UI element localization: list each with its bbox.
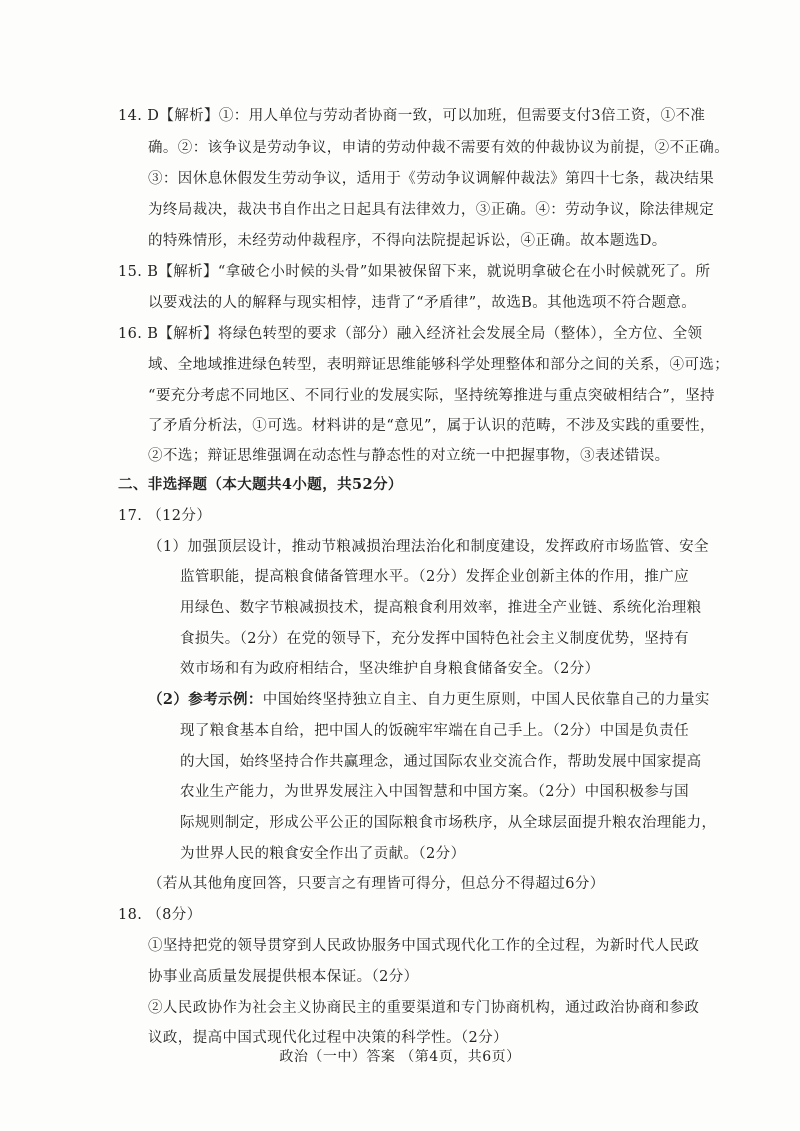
q17-part2-first-rest: 中国始终坚持独立自主、自力更生原则，中国人民依靠自己的力量实 [262,692,710,708]
q17-part2-line-3: 的大国，始终坚持合作共赢理念，通过国际农业交流合作，帮助发展中国家提高 [180,754,702,770]
q16-line-1: 16. B【解析】将绿色转型的要求（部分）融入经济社会发展全局（整体），全方位、全领 [118,326,703,342]
page-footer: 政治（一中）答案 （第4页，共6页） [279,1049,521,1065]
q16-line-3: “要充分考虑不同地区、不同行业的发展实际，坚持统筹推进与重点突破相结合”，坚持 [148,388,715,404]
q17-part1-line-1: （1）加强顶层设计，推动节粮减损治理法治化和制度建设，发挥政府市场监管、安全 [148,539,709,555]
q17-part1-line-3: 用绿色、数字节粮减损技术，提高粮食利用效率，推进全产业链、系统化治理粮 [180,600,702,616]
q15-line-2: 以要戏法的人的解释与现实相悖，违背了“矛盾律”，故选B。其他选项不符合题意。 [148,295,697,311]
q14-line-2: 确。②：该争议是劳动争议，申请的劳动仲裁不需要有效的仲裁协议为前提，②不正确。 [148,140,730,156]
q16-line-4: 了矛盾分析法，①可选。材料讲的是“意见”，属于认识的范畴，不涉及实践的重要性， [148,418,715,434]
q17-part2-line-6: 为世界人民的粮食安全作出了贡献。（2分） [180,846,466,862]
q14-line-1: 14. D【解析】①：用人单位与劳动者协商一致，可以加班，但需要支付3倍工资，①不准 [118,108,706,124]
q17-part1-line-4: 食损失。（2分）在党的领导下，充分发挥中国特色社会主义制度优势，坚持有 [180,631,689,647]
q14-line-3: ③：因休息休假发生劳动争议，适用于《劳动争议调解仲裁法》第四十七条，裁决结果 [148,171,715,187]
q17-header: 17. （12分） [118,508,212,524]
q18-line-4: 议政，提高中国式现代化过程中决策的科学性。（2分） [148,1030,508,1046]
q15-line-1: 15. B【解析】“拿破仑小时候的头骨”如果被保留下来，就说明拿破仑在小时候就死了。所 [118,264,711,280]
q17-part2-line-4: 农业生产能力，为世界发展注入中国智慧和中国方案。（2分）中国积极参与国 [180,784,689,800]
q17-part2-line-5: 际规则制定，形成公平公正的国际粮食市场秩序，从全球层面提升粮农治理能力， [180,815,717,831]
q17-part1-line-2: 监管职能，提高粮食储备管理水平。（2分）发挥企业创新主体的作用，推广应 [180,569,689,585]
q16-line-5: ②不选；辩证思维强调在动态性与静态性的对立统一中把握事物，③表述错误。 [148,448,670,464]
q17-part1-line-5: 效市场和有为政府相结合，坚决维护自身粮食储备安全。（2分） [180,661,600,677]
q14-line-5: 的特殊情形，未经劳动仲裁程序，不得向法院提起诉讼，④正确。故本题选D。 [148,233,667,249]
q18-header: 18. （8分） [118,907,202,923]
q18-line-2: 协事业高质量发展提供根本保证。（2分） [148,969,419,985]
q14-line-4: 为终局裁决，裁决书自作出之日起具有法律效力，③正确。④：劳动争议，除法律规定 [148,202,715,218]
q18-line-1: ①坚持把党的领导贯穿到人民政协服务中国式现代化工作的全过程，为新时代人民政 [148,938,700,954]
section2-heading: 二、非选择题（本大题共4小题，共52分） [118,476,403,493]
q18-line-3: ②人民政协作为社会主义协商民主的重要渠道和专门协商机构，通过政治协商和参政 [148,1000,700,1016]
q17-part2-prefix: （2）参考示例： [148,691,263,708]
q17-part2-line-2: 现了粮食基本自给，把中国人的饭碗牢牢端在自己手上。（2分）中国是负责任 [180,723,689,739]
q17-note: （若从其他角度回答，只要言之有理皆可得分，但总分不得超过6分） [148,876,605,892]
q17-part2-line-1 [148,690,710,710]
q16-line-2: 域、全地域推进绿色转型，表明辩证思维能够科学处理整体和部分之间的关系，④可选； [148,357,730,373]
